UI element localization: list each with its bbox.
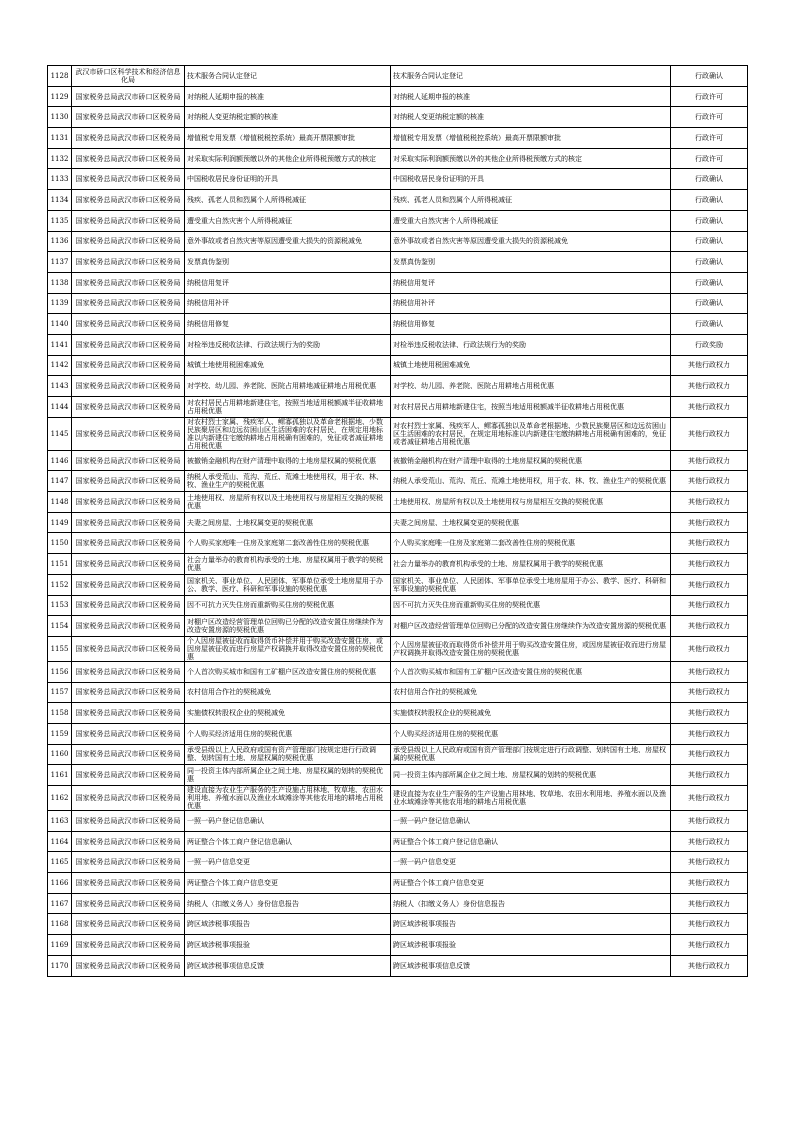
department-cell: 国家税务总局武汉市硚口区税务局 [72,417,185,450]
department-cell: 国家税务总局武汉市硚口区税务局 [72,682,185,703]
row-number-cell: 1138 [48,272,72,293]
sub-item-name-cell: 技术服务合同认定登记 [391,66,671,87]
department-cell: 国家税务总局武汉市硚口区税务局 [72,955,185,976]
item-name-cell: 发票真伪鉴别 [185,252,391,273]
department-cell: 国家税务总局武汉市硚口区税务局 [72,636,185,661]
row-number-cell: 1155 [48,636,72,661]
department-cell: 国家税务总局武汉市硚口区税务局 [72,893,185,914]
power-type-cell: 行政许可 [671,86,748,107]
power-type-cell: 行政许可 [671,148,748,169]
row-number-cell: 1157 [48,682,72,703]
department-cell: 国家税务总局武汉市硚口区税务局 [72,148,185,169]
power-type-cell: 其他行政权力 [671,893,748,914]
sub-item-name-cell: 实施债权转股权企业的契税减免 [391,703,671,724]
row-number-cell: 1137 [48,252,72,273]
row-number-cell: 1159 [48,723,72,744]
table-row [48,334,748,355]
row-number-cell: 1165 [48,852,72,873]
sub-item-name-cell: 个人购买家庭唯一住房及家庭第二套改善性住房的契税优惠 [391,533,671,554]
row-number-cell: 1147 [48,471,72,492]
power-type-cell: 其他行政权力 [671,376,748,397]
item-name-cell: 城镇土地使用税困难减免 [185,355,391,376]
table-row [48,148,748,169]
power-type-cell: 行政确认 [671,293,748,314]
table-body [48,66,748,977]
item-name-cell: 对纳税人变更纳税定额的核准 [185,107,391,128]
table-row [48,723,748,744]
power-type-cell: 行政确认 [671,272,748,293]
table-row [48,682,748,703]
sub-item-name-cell: 农村信用合作社的契税减免 [391,682,671,703]
sub-item-name-cell: 个人首次购买城市和国有工矿棚户区改造安置住房的契税优惠 [391,661,671,682]
power-type-cell: 其他行政权力 [671,811,748,832]
table-row [48,852,748,873]
department-cell: 国家税务总局武汉市硚口区税务局 [72,935,185,956]
item-name-cell: 农村信用合作社的契税减免 [185,682,391,703]
sub-item-name-cell: 跨区域涉税事项信息反馈 [391,955,671,976]
sub-item-name-cell: 国家机关、事业单位、人民团体、军事单位承受土地房屋用于办公、教学、医疗、科研和军事设施的契税优惠 [391,574,671,595]
table-row [48,128,748,149]
row-number-cell: 1145 [48,417,72,450]
power-type-cell: 其他行政权力 [671,636,748,661]
item-name-cell: 跨区域涉税事项报验 [185,935,391,956]
department-cell: 国家税务总局武汉市硚口区税务局 [72,376,185,397]
power-type-cell: 行政许可 [671,107,748,128]
item-name-cell: 跨区域涉税事项信息反馈 [185,955,391,976]
power-type-cell: 行政确认 [671,314,748,335]
row-number-cell: 1154 [48,616,72,637]
item-name-cell: 纳税信用补评 [185,293,391,314]
row-number-cell: 1152 [48,574,72,595]
department-cell: 国家税务总局武汉市硚口区税务局 [72,397,185,418]
power-type-cell: 行政确认 [671,231,748,252]
department-cell: 国家税务总局武汉市硚口区税务局 [72,512,185,533]
item-name-cell: 社会力量举办的教育机构承受的土地、房屋权属用于教学的契税优惠 [185,554,391,575]
department-cell: 国家税务总局武汉市硚口区税务局 [72,492,185,513]
row-number-cell: 1169 [48,935,72,956]
table-row [48,190,748,211]
sub-item-name-cell: 遭受重大自然灾害个人所得税减征 [391,210,671,231]
department-cell: 国家税务总局武汉市硚口区税务局 [72,852,185,873]
department-cell: 国家税务总局武汉市硚口区税务局 [72,169,185,190]
sub-item-name-cell: 对检举违反税收法律、行政法规行为的奖励 [391,334,671,355]
sub-item-name-cell: 意外事故或者自然灾害等原因遭受重大损失的资源税减免 [391,231,671,252]
department-cell: 国家税务总局武汉市硚口区税务局 [72,786,185,811]
power-type-cell: 行政确认 [671,169,748,190]
table-row [48,293,748,314]
department-cell: 国家税务总局武汉市硚口区税务局 [72,252,185,273]
department-cell: 国家税务总局武汉市硚口区税务局 [72,533,185,554]
sub-item-name-cell: 同一投资主体内部所属企业之间土地、房屋权属的划转的契税优惠 [391,765,671,786]
power-type-cell: 其他行政权力 [671,831,748,852]
power-type-cell: 其他行政权力 [671,852,748,873]
item-name-cell: 残疾、孤老人员和烈属个人所得税减征 [185,190,391,211]
table-row [48,616,748,637]
table-row [48,314,748,335]
sub-item-name-cell: 纳税人（扣缴义务人）身份信息报告 [391,893,671,914]
sub-item-name-cell: 增值税专用发票（增值税税控系统）最高开票限额审批 [391,128,671,149]
table-row [48,397,748,418]
power-type-cell: 其他行政权力 [671,744,748,765]
item-name-cell: 国家机关、事业单位、人民团体、军事单位承受土地房屋用于办公、教学、医疗、科研和军事设施的契税优惠 [185,574,391,595]
item-name-cell: 个人购买家庭唯一住房及家庭第二套改善性住房的契税优惠 [185,533,391,554]
department-cell: 国家税务总局武汉市硚口区税务局 [72,190,185,211]
row-number-cell: 1158 [48,703,72,724]
power-type-cell: 其他行政权力 [671,873,748,894]
row-number-cell: 1149 [48,512,72,533]
item-name-cell: 被撤销金融机构在财产清理中取得的土地房屋权属的契税优惠 [185,450,391,471]
row-number-cell: 1135 [48,210,72,231]
department-cell: 国家税务总局武汉市硚口区税务局 [72,450,185,471]
row-number-cell: 1163 [48,811,72,832]
row-number-cell: 1140 [48,314,72,335]
power-type-cell: 其他行政权力 [671,955,748,976]
item-name-cell: 对纳税人延期申报的核准 [185,86,391,107]
item-name-cell: 建设直接为农业生产服务的生产设施占用林地、牧草地、农田水利用地、养殖水面以及渔业水域滩涂等其他农用地的耕地占用税优惠 [185,786,391,811]
department-cell: 国家税务总局武汉市硚口区税务局 [72,314,185,335]
sub-item-name-cell: 残疾、孤老人员和烈属个人所得税减征 [391,190,671,211]
table-row [48,231,748,252]
table-row [48,107,748,128]
department-cell: 国家税务总局武汉市硚口区税务局 [72,231,185,252]
row-number-cell: 1133 [48,169,72,190]
power-type-cell: 行政确认 [671,190,748,211]
sub-item-name-cell: 对纳税人延期申报的核准 [391,86,671,107]
power-type-cell: 其他行政权力 [671,914,748,935]
table-row [48,636,748,661]
row-number-cell: 1131 [48,128,72,149]
department-cell: 国家税务总局武汉市硚口区税务局 [72,574,185,595]
power-type-cell: 其他行政权力 [671,554,748,575]
table-row [48,210,748,231]
sub-item-name-cell: 因不可抗力灭失住房而重新购买住房的契税优惠 [391,595,671,616]
sub-item-name-cell: 被撤销金融机构在财产清理中取得的土地房屋权属的契税优惠 [391,450,671,471]
sub-item-name-cell: 个人购买经济适用住房的契税优惠 [391,723,671,744]
sub-item-name-cell: 对纳税人变更纳税定额的核准 [391,107,671,128]
item-name-cell: 两证整合个体工商户登记信息确认 [185,831,391,852]
table-row [48,595,748,616]
item-name-cell: 个人因房屋被征收而取得货币补偿并用于购买改造安置住房，或因房屋被征收而进行房屋产权调换并取得改造安置住房的契税优惠 [185,636,391,661]
sub-item-name-cell: 一照一码户登记信息确认 [391,811,671,832]
sub-item-name-cell: 对棚户区改造经营管理单位回购已分配的改造安置住房继续作为改造安置房源的契税优惠 [391,616,671,637]
item-name-cell: 增值税专用发票（增值税税控系统）最高开票限额审批 [185,128,391,149]
sub-item-name-cell: 发票真伪鉴别 [391,252,671,273]
sub-item-name-cell: 跨区域涉税事项报验 [391,935,671,956]
row-number-cell: 1168 [48,914,72,935]
department-cell: 国家税务总局武汉市硚口区税务局 [72,272,185,293]
item-name-cell: 个人购买经济适用住房的契税优惠 [185,723,391,744]
power-type-cell: 其他行政权力 [671,786,748,811]
table-row [48,471,748,492]
table-row [48,786,748,811]
row-number-cell: 1151 [48,554,72,575]
sub-item-name-cell: 土地使用权、房屋所有权以及土地使用权与房屋相互交换的契税优惠 [391,492,671,513]
row-number-cell: 1139 [48,293,72,314]
table-row [48,935,748,956]
department-cell: 国家税务总局武汉市硚口区税务局 [72,723,185,744]
sub-item-name-cell: 对学校、幼儿园、养老院、医院占用耕地占用税优惠 [391,376,671,397]
table-row [48,914,748,935]
row-number-cell: 1143 [48,376,72,397]
table-row [48,533,748,554]
item-name-cell: 对采取实际利润额预缴以外的其他企业所得税预缴方式的核定 [185,148,391,169]
row-number-cell: 1160 [48,744,72,765]
sub-item-name-cell: 城镇土地使用税困难减免 [391,355,671,376]
power-list-table [47,65,748,977]
power-type-cell: 其他行政权力 [671,397,748,418]
power-type-cell: 行政确认 [671,210,748,231]
item-name-cell: 遭受重大自然灾害个人所得税减征 [185,210,391,231]
row-number-cell: 1146 [48,450,72,471]
table-row [48,703,748,724]
sub-item-name-cell: 两证整合个体工商户信息变更 [391,873,671,894]
row-number-cell: 1161 [48,765,72,786]
table-row [48,512,748,533]
row-number-cell: 1167 [48,893,72,914]
sub-item-name-cell: 纳税信用复评 [391,272,671,293]
row-number-cell: 1144 [48,397,72,418]
item-name-cell: 实施债权转股权企业的契税减免 [185,703,391,724]
power-type-cell: 其他行政权力 [671,765,748,786]
row-number-cell: 1142 [48,355,72,376]
sub-item-name-cell: 承受县级以上人民政府或国有资产管理部门按规定进行行政调整、划转国有土地、房屋权属的契税优惠 [391,744,671,765]
power-type-cell: 其他行政权力 [671,616,748,637]
table-row [48,744,748,765]
sub-item-name-cell: 个人因房屋被征收而取得货币补偿并用于购买改造安置住房，或因房屋被征收而进行房屋产权调换并取得改造安置住房的契税优惠 [391,636,671,661]
table-row [48,765,748,786]
table-row [48,66,748,87]
sub-item-name-cell: 两证整合个体工商户登记信息确认 [391,831,671,852]
power-type-cell: 其他行政权力 [671,355,748,376]
item-name-cell: 纳税人（扣缴义务人）身份信息报告 [185,893,391,914]
sub-item-name-cell: 夫妻之间房屋、土地权属变更的契税优惠 [391,512,671,533]
item-name-cell: 意外事故或者自然灾害等原因遭受重大损失的资源税减免 [185,231,391,252]
sub-item-name-cell: 建设直接为农业生产服务的生产设施占用林地、牧草地、农田水利用地、养殖水面以及渔业水域滩涂等其他农用地的耕地占用税优惠 [391,786,671,811]
row-number-cell: 1136 [48,231,72,252]
item-name-cell: 两证整合个体工商户信息变更 [185,873,391,894]
table-row [48,355,748,376]
department-cell: 国家税务总局武汉市硚口区税务局 [72,128,185,149]
power-type-cell: 行政许可 [671,128,748,149]
row-number-cell: 1141 [48,334,72,355]
power-type-cell: 其他行政权力 [671,661,748,682]
item-name-cell: 纳税人承受荒山、荒沟、荒丘、荒滩土地使用权，用于农、林、牧、渔业生产的契税优惠 [185,471,391,492]
row-number-cell: 1148 [48,492,72,513]
power-type-cell: 行政奖励 [671,334,748,355]
item-name-cell: 纳税信用复评 [185,272,391,293]
sub-item-name-cell: 中国税收居民身份证明的开具 [391,169,671,190]
department-cell: 国家税务总局武汉市硚口区税务局 [72,334,185,355]
row-number-cell: 1130 [48,107,72,128]
table-row [48,169,748,190]
item-name-cell: 对农村居民占用耕地新建住宅，按照当地适用税额减半征收耕地占用税优惠 [185,397,391,418]
item-name-cell: 一照一码户信息变更 [185,852,391,873]
department-cell: 国家税务总局武汉市硚口区税务局 [72,661,185,682]
item-name-cell: 中国税收居民身份证明的开具 [185,169,391,190]
item-name-cell: 跨区域涉税事项报告 [185,914,391,935]
department-cell: 国家税务总局武汉市硚口区税务局 [72,595,185,616]
item-name-cell: 同一投资主体内部所属企业之间土地、房屋权属的划转的契税优惠 [185,765,391,786]
table-row [48,86,748,107]
power-type-cell: 其他行政权力 [671,935,748,956]
department-cell: 国家税务总局武汉市硚口区税务局 [72,914,185,935]
department-cell: 国家税务总局武汉市硚口区税务局 [72,86,185,107]
table-row [48,450,748,471]
table-row [48,272,748,293]
row-number-cell: 1170 [48,955,72,976]
row-number-cell: 1150 [48,533,72,554]
power-type-cell: 其他行政权力 [671,417,748,450]
item-name-cell: 因不可抗力灭失住房而重新购买住房的契税优惠 [185,595,391,616]
power-type-cell: 其他行政权力 [671,512,748,533]
department-cell: 武汉市硚口区科学技术和经济信息化局 [72,66,185,87]
item-name-cell: 一照一码户登记信息确认 [185,811,391,832]
row-number-cell: 1162 [48,786,72,811]
sub-item-name-cell: 纳税信用补评 [391,293,671,314]
department-cell: 国家税务总局武汉市硚口区税务局 [72,107,185,128]
table-row [48,554,748,575]
item-name-cell: 对检举违反税收法律、行政法规行为的奖励 [185,334,391,355]
power-type-cell: 其他行政权力 [671,492,748,513]
table-row [48,492,748,513]
row-number-cell: 1153 [48,595,72,616]
sub-item-name-cell: 对农村居民占用耕地新建住宅，按照当地适用税额减半征收耕地占用税优惠 [391,397,671,418]
table-row [48,831,748,852]
department-cell: 国家税务总局武汉市硚口区税务局 [72,873,185,894]
sub-item-name-cell: 纳税信用修复 [391,314,671,335]
sub-item-name-cell: 跨区域涉税事项报告 [391,914,671,935]
department-cell: 国家税务总局武汉市硚口区税务局 [72,831,185,852]
power-type-cell: 其他行政权力 [671,723,748,744]
department-cell: 国家税务总局武汉市硚口区税务局 [72,616,185,637]
table-row [48,955,748,976]
power-type-cell: 其他行政权力 [671,533,748,554]
department-cell: 国家税务总局武汉市硚口区税务局 [72,765,185,786]
table-row [48,873,748,894]
sub-item-name-cell: 社会力量举办的教育机构承受的土地、房屋权属用于教学的契税优惠 [391,554,671,575]
department-cell: 国家税务总局武汉市硚口区税务局 [72,811,185,832]
item-name-cell: 技术服务合同认定登记 [185,66,391,87]
sub-item-name-cell: 一照一码户信息变更 [391,852,671,873]
row-number-cell: 1164 [48,831,72,852]
item-name-cell: 土地使用权、房屋所有权以及土地使用权与房屋相互交换的契税优惠 [185,492,391,513]
power-type-cell: 行政确认 [671,252,748,273]
row-number-cell: 1129 [48,86,72,107]
sub-item-name-cell: 对农村烈士家属、残疾军人、鳏寡孤独以及革命老根据地、少数民族聚居区和边远贫困山区生活困难的农村居民，在规定用地标准以内新建住宅缴纳耕地占用税确有困难的，免征或者减征耕地占用税优惠 [391,417,671,450]
table-row [48,376,748,397]
row-number-cell: 1128 [48,66,72,87]
sub-item-name-cell: 对采取实际利润额预缴以外的其他企业所得税预缴方式的核定 [391,148,671,169]
item-name-cell: 个人首次购买城市和国有工矿棚户区改造安置住房的契税优惠 [185,661,391,682]
item-name-cell: 纳税信用修复 [185,314,391,335]
table-row [48,417,748,450]
item-name-cell: 对农村烈士家属、残疾军人、鳏寡孤独以及革命老根据地、少数民族聚居区和边远贫困山区生活困难的农村居民，在规定用地标准以内新建住宅缴纳耕地占用税确有困难的，免征或者减征耕地占用税优惠 [185,417,391,450]
item-name-cell: 对棚户区改造经营管理单位回购已分配的改造安置住房继续作为改造安置房源的契税优惠 [185,616,391,637]
power-type-cell: 其他行政权力 [671,595,748,616]
department-cell: 国家税务总局武汉市硚口区税务局 [72,293,185,314]
table-row [48,574,748,595]
item-name-cell: 夫妻之间房屋、土地权属变更的契税优惠 [185,512,391,533]
department-cell: 国家税务总局武汉市硚口区税务局 [72,703,185,724]
sub-item-name-cell: 纳税人承受荒山、荒沟、荒丘、荒滩土地使用权，用于农、林、牧、渔业生产的契税优惠 [391,471,671,492]
department-cell: 国家税务总局武汉市硚口区税务局 [72,355,185,376]
power-type-cell: 其他行政权力 [671,450,748,471]
row-number-cell: 1166 [48,873,72,894]
table-row [48,811,748,832]
row-number-cell: 1132 [48,148,72,169]
department-cell: 国家税务总局武汉市硚口区税务局 [72,744,185,765]
power-type-cell: 其他行政权力 [671,703,748,724]
power-type-cell: 其他行政权力 [671,682,748,703]
table-row [48,252,748,273]
power-type-cell: 行政确认 [671,66,748,87]
item-name-cell: 对学校、幼儿园、养老院、医院占用耕地减征耕地占用税优惠 [185,376,391,397]
power-type-cell: 其他行政权力 [671,574,748,595]
department-cell: 国家税务总局武汉市硚口区税务局 [72,554,185,575]
row-number-cell: 1134 [48,190,72,211]
department-cell: 国家税务总局武汉市硚口区税务局 [72,471,185,492]
item-name-cell: 承受县级以上人民政府或国有资产管理部门按规定进行行政调整、划转国有土地、房屋权属的契税优惠 [185,744,391,765]
table-row [48,661,748,682]
table-row [48,893,748,914]
row-number-cell: 1156 [48,661,72,682]
department-cell: 国家税务总局武汉市硚口区税务局 [72,210,185,231]
power-type-cell: 其他行政权力 [671,471,748,492]
